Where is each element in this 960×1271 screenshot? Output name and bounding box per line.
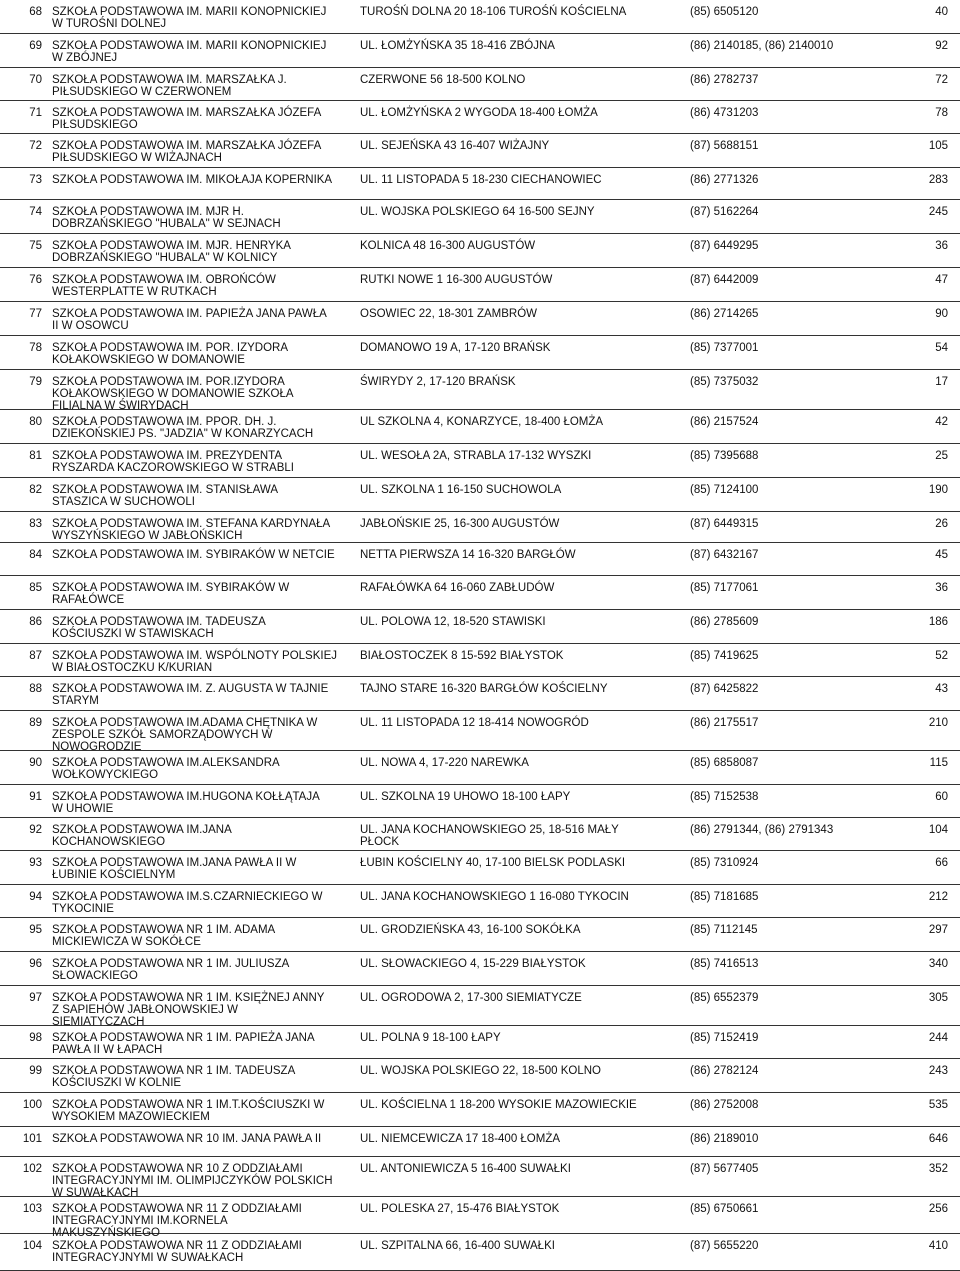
school-address: UL. OGRODOWA 2, 17-300 SIEMIATYCZE <box>360 992 582 1004</box>
school-address: UL. ANTONIEWICZA 5 16-400 SUWAŁKI <box>360 1163 571 1175</box>
school-address: UL. SŁOWACKIEGO 4, 15-229 BIAŁYSTOK <box>360 958 586 970</box>
row-number: 71 <box>29 107 42 119</box>
school-name: SZKOŁA PODSTAWOWA IM. MARII KONOPNICKIEJ W ZBÓJNEJ <box>52 40 327 64</box>
school-name: SZKOŁA PODSTAWOWA IM. PREZYDENTA RYSZARDA KACZOROWSKIEGO W STRABLI <box>52 450 294 474</box>
student-count: 535 <box>928 1099 948 1111</box>
school-name: SZKOŁA PODSTAWOWA IM. POR.IZYDORA KOŁAKOWSKIEGO W DOMANOWIE SZKOŁA FILIALNA W ŚWIRYDACH <box>52 376 294 412</box>
table-row <box>0 610 960 644</box>
table-row <box>0 785 960 818</box>
school-address: BIAŁOSTOCZEK 8 15-592 BIAŁYSTOK <box>360 650 564 662</box>
school-name: SZKOŁA PODSTAWOWA NR 1 IM. ADAMA MICKIEWICZA W SOKÓŁCE <box>52 924 276 948</box>
school-address: UL. SZKOLNA 19 UHOWO 18-100 ŁAPY <box>360 791 571 803</box>
student-count: 36 <box>935 240 948 252</box>
school-address: UL. WESOŁA 2A, STRABLA 17-132 WYSZKI <box>360 450 592 462</box>
row-number: 80 <box>29 416 42 428</box>
school-phone: (85) 7181685 <box>690 891 759 903</box>
school-phone: (85) 7152419 <box>690 1032 759 1044</box>
school-name: SZKOŁA PODSTAWOWA IM. OBROŃCÓW WESTERPLATTE W RUTKACH <box>52 274 276 298</box>
school-address: OSOWIEC 22, 18-301 ZAMBRÓW <box>360 308 538 320</box>
school-name: SZKOŁA PODSTAWOWA IM. MARSZAŁKA J. PIŁSUDSKIEGO W CZERWONEM <box>52 74 287 98</box>
school-address: UL. WOJSKA POLSKIEGO 22, 18-500 KOLNO <box>360 1065 601 1077</box>
school-phone: (86) 2785609 <box>690 616 759 628</box>
row-number: 76 <box>29 274 42 286</box>
table-row <box>0 101 960 134</box>
table-row <box>0 444 960 478</box>
table-row <box>0 1026 960 1059</box>
student-count: 305 <box>928 992 948 1004</box>
school-address: UL. POLOWA 12, 18-520 STAWISKI <box>360 616 546 628</box>
student-count: 104 <box>928 824 948 836</box>
table-row <box>0 1059 960 1093</box>
school-phone: (85) 7310924 <box>690 857 759 869</box>
school-address: UL. SZKOLNA 1 16-150 SUCHOWOLA <box>360 484 562 496</box>
school-name: SZKOŁA PODSTAWOWA IM. MARII KONOPNICKIEJ W TUROŚNI DOLNEJ <box>52 6 327 30</box>
school-name: SZKOŁA PODSTAWOWA NR 10 Z ODDZIAŁAMI INTEGRACYJNYMI IM. OLIMPIJCZYKÓW POLSKICH W SUWAŁKACH <box>52 1163 333 1199</box>
student-count: 60 <box>935 791 948 803</box>
school-phone: (85) 7416513 <box>690 958 759 970</box>
school-phone: (87) 6449315 <box>690 518 759 530</box>
school-address: UL SZKOLNA 4, KONARZYCE, 18-400 ŁOMŻA <box>360 416 604 428</box>
school-address: UL. WOJSKA POLSKIEGO 64 16-500 SEJNY <box>360 206 595 218</box>
school-name: SZKOŁA PODSTAWOWA IM. PAPIEŻA JANA PAWŁA II W OSOWCU <box>52 308 327 332</box>
table-row <box>0 200 960 234</box>
school-address: UL. POLESKA 27, 15-476 BIAŁYSTOK <box>360 1203 560 1215</box>
student-count: 190 <box>928 484 948 496</box>
school-name: SZKOŁA PODSTAWOWA NR 1 IM.T.KOŚCIUSZKI W WYSOKIEM MAZOWIECKIEM <box>52 1099 325 1123</box>
student-count: 283 <box>928 174 948 186</box>
row-number: 102 <box>22 1163 42 1175</box>
row-number: 89 <box>29 717 42 729</box>
table-row <box>0 34 960 68</box>
row-number: 70 <box>29 74 42 86</box>
school-name: SZKOŁA PODSTAWOWA NR 1 IM. TADEUSZA KOŚCIUSZKI W KOLNIE <box>52 1065 296 1089</box>
school-address: ŁUBIN KOŚCIELNY 40, 17-100 BIELSK PODLASKI <box>360 857 626 869</box>
school-name: SZKOŁA PODSTAWOWA IM.ADAMA CHĘTNIKA W ZESPOLE SZKÓŁ SAMORZĄDOWYCH W NOWOGRODZIE <box>52 717 318 753</box>
row-number: 98 <box>29 1032 42 1044</box>
student-count: 36 <box>935 582 948 594</box>
school-phone: (86) 2189010 <box>690 1133 759 1145</box>
row-number: 97 <box>29 992 42 1004</box>
table-row <box>0 478 960 512</box>
school-name: SZKOŁA PODSTAWOWA NR 11 Z ODDZIAŁAMI INTEGRACYJNYMI W SUWAŁKACH <box>52 1240 302 1264</box>
student-count: 210 <box>928 717 948 729</box>
row-number: 69 <box>29 40 42 52</box>
school-name: SZKOŁA PODSTAWOWA IM. STEFANA KARDYNAŁA WYSZYŃSKIEGO W JABŁOŃSKICH <box>52 518 331 542</box>
school-phone: (86) 2175517 <box>690 717 759 729</box>
school-address: JABŁOŃSKIE 25, 16-300 AUGUSTÓW <box>360 518 560 530</box>
table-row <box>0 711 960 751</box>
school-phone: (86) 4731203 <box>690 107 759 119</box>
school-address: UL. NIEMCEWICZA 17 18-400 ŁOMŻA <box>360 1133 561 1145</box>
school-address: UL. SEJEŃSKA 43 16-407 WIŻAJNY <box>360 140 550 152</box>
row-number: 77 <box>29 308 42 320</box>
school-name: SZKOŁA PODSTAWOWA IM. Z. AUGUSTA W TAJNIE STARYM <box>52 683 329 707</box>
school-address: TAJNO STARE 16-320 BARGŁÓW KOŚCIELNY <box>360 683 608 695</box>
table-row <box>0 1127 960 1157</box>
row-number: 94 <box>29 891 42 903</box>
table-row <box>0 168 960 200</box>
school-address: UL. KOŚCIELNA 1 18-200 WYSOKIE MAZOWIECKIE <box>360 1099 637 1111</box>
student-count: 410 <box>928 1240 948 1252</box>
row-number: 104 <box>22 1240 42 1252</box>
student-count: 115 <box>929 757 948 769</box>
row-number: 84 <box>29 549 42 561</box>
school-name: SZKOŁA PODSTAWOWA NR 1 IM. KSIĘŻNEJ ANNY Z SAPIEHÓW JABŁONOWSKIEJ W SIEMIATYCZACH <box>52 992 325 1028</box>
table-row <box>0 68 960 101</box>
table-row <box>0 918 960 952</box>
school-name: SZKOŁA PODSTAWOWA IM. PPOR. DH. J. DZIEKOŃSKIEJ PS. "JADZIA" W KONARZYCACH <box>52 416 314 440</box>
school-phone: (86) 2752008 <box>690 1099 759 1111</box>
table-row <box>0 677 960 711</box>
school-address: UL. NOWA 4, 17-220 NAREWKA <box>360 757 529 769</box>
school-phone: (85) 7377001 <box>690 342 759 354</box>
school-name: SZKOŁA PODSTAWOWA IM. SYBIRAKÓW W RAFAŁÓWCE <box>52 582 290 606</box>
school-name: SZKOŁA PODSTAWOWA IM. MARSZAŁKA JÓZEFA PIŁSUDSKIEGO W WIŻAJNACH <box>52 140 322 164</box>
table-row <box>0 1234 960 1271</box>
student-count: 646 <box>928 1133 948 1145</box>
student-count: 72 <box>935 74 948 86</box>
student-count: 245 <box>928 206 948 218</box>
school-phone: (87) 5655220 <box>690 1240 759 1252</box>
school-name: SZKOŁA PODSTAWOWA IM.JANA PAWŁA II W ŁUBINIE KOŚCIELNYM <box>52 857 297 881</box>
table-row <box>0 1093 960 1127</box>
school-address: RUTKI NOWE 1 16-300 AUGUSTÓW <box>360 274 553 286</box>
school-name: SZKOŁA PODSTAWOWA IM. WSPÓLNOTY POLSKIEJ W BIAŁOSTOCZKU K/KURIAN <box>52 650 338 674</box>
row-number: 90 <box>29 757 42 769</box>
row-number: 99 <box>29 1065 42 1077</box>
table-row <box>0 885 960 918</box>
school-phone: (86) 2157524 <box>690 416 759 428</box>
student-count: 92 <box>935 40 948 52</box>
row-number: 87 <box>29 650 42 662</box>
row-number: 88 <box>29 683 42 695</box>
student-count: 17 <box>935 376 948 388</box>
table-row <box>0 1157 960 1197</box>
school-name: SZKOŁA PODSTAWOWA IM.ALEKSANDRA WOŁKOWYCKIEGO <box>52 757 280 781</box>
school-address: UL. JANA KOCHANOWSKIEGO 1 16-080 TYKOCIN <box>360 891 629 903</box>
table-row <box>0 751 960 785</box>
school-phone: (86) 2771326 <box>690 174 759 186</box>
school-name: SZKOŁA PODSTAWOWA IM. MJR H. DOBRZAŃSKIEGO "HUBALA" W SEJNACH <box>52 206 281 230</box>
school-name: SZKOŁA PODSTAWOWA NR 11 Z ODDZIAŁAMI INTEGRACYJNYMI IM.KORNELA MAKUSZYŃSKIEGO <box>52 1203 302 1239</box>
school-address: UL. ŁOMŻYŃSKA 2 WYGODA 18-400 ŁOMŻA <box>360 107 598 119</box>
student-count: 186 <box>928 616 948 628</box>
student-count: 42 <box>935 416 948 428</box>
school-phone: (86) 2140185, (86) 2140010 <box>690 40 834 52</box>
row-number: 73 <box>29 174 42 186</box>
row-number: 83 <box>29 518 42 530</box>
school-name: SZKOŁA PODSTAWOWA IM. SYBIRAKÓW W NETCIE <box>52 549 335 561</box>
school-name: SZKOŁA PODSTAWOWA IM. POR. IZYDORA KOŁAKOWSKIEGO W DOMANOWIE <box>52 342 288 366</box>
school-phone: (87) 6432167 <box>690 549 759 561</box>
school-address: TUROŚŃ DOLNA 20 18-106 TUROŚŃ KOŚCIELNA <box>360 6 627 18</box>
row-number: 75 <box>29 240 42 252</box>
student-count: 105 <box>928 140 948 152</box>
school-address: DOMANOWO 19 A, 17-120 BRAŃSK <box>360 342 551 354</box>
school-name: SZKOŁA PODSTAWOWA NR 10 IM. JANA PAWŁA II <box>52 1133 322 1145</box>
school-address: CZERWONE 56 18-500 KOLNO <box>360 74 526 86</box>
table-row <box>0 576 960 610</box>
school-phone: (85) 7395688 <box>690 450 759 462</box>
table-row <box>0 134 960 168</box>
row-number: 79 <box>29 376 42 388</box>
school-phone: (85) 7124100 <box>690 484 759 496</box>
school-address: UL. ŁOMŻYŃSKA 35 18-416 ZBÓJNA <box>360 40 555 52</box>
student-count: 26 <box>935 518 948 530</box>
school-phone: (86) 2714265 <box>690 308 759 320</box>
table-row <box>0 851 960 885</box>
student-count: 340 <box>928 958 948 970</box>
table-row <box>0 268 960 302</box>
table-row <box>0 302 960 336</box>
school-name: SZKOŁA PODSTAWOWA NR 1 IM. PAPIEŻA JANA PAWŁA II W ŁAPACH <box>52 1032 315 1056</box>
row-number: 68 <box>29 6 42 18</box>
table-row <box>0 1197 960 1239</box>
school-address: RAFAŁÓWKA 64 16-060 ZABŁUDÓW <box>360 582 555 594</box>
table-row <box>0 543 960 576</box>
row-number: 81 <box>29 450 42 462</box>
row-number: 86 <box>29 616 42 628</box>
school-phone: (86) 2791344, (86) 2791343 <box>690 824 834 836</box>
school-phone: (86) 2782124 <box>690 1065 759 1077</box>
student-count: 66 <box>935 857 948 869</box>
school-address: UL. 11 LISTOPADA 12 18-414 NOWOGRÓD <box>360 717 589 729</box>
row-number: 100 <box>22 1099 42 1111</box>
school-phone: (85) 6858087 <box>690 757 759 769</box>
student-count: 52 <box>935 650 948 662</box>
school-phone: (86) 2782737 <box>690 74 759 86</box>
row-number: 92 <box>29 824 42 836</box>
school-name: SZKOŁA PODSTAWOWA IM. STANISŁAWA STASZICA W SUCHOWOLI <box>52 484 278 508</box>
school-name: SZKOŁA PODSTAWOWA NR 1 IM. JULIUSZA SŁOWACKIEGO <box>52 958 290 982</box>
student-count: 43 <box>935 683 948 695</box>
table-row <box>0 818 960 851</box>
student-count: 45 <box>935 549 948 561</box>
school-phone: (87) 5162264 <box>690 206 759 218</box>
school-address: ŚWIRYDY 2, 17-120 BRAŃSK <box>360 376 516 388</box>
student-count: 244 <box>928 1032 948 1044</box>
student-count: 297 <box>928 924 948 936</box>
row-number: 85 <box>29 582 42 594</box>
school-address: UL. SZPITALNA 66, 16-400 SUWAŁKI <box>360 1240 555 1252</box>
student-count: 40 <box>935 6 948 18</box>
row-number: 91 <box>29 791 42 803</box>
school-address: UL. GRODZIEŃSKA 43, 16-100 SOKÓŁKA <box>360 924 581 936</box>
school-phone: (87) 6442009 <box>690 274 759 286</box>
row-number: 96 <box>29 958 42 970</box>
row-number: 72 <box>29 140 42 152</box>
table-row <box>0 234 960 268</box>
student-count: 90 <box>935 308 948 320</box>
student-count: 54 <box>935 342 948 354</box>
school-phone: (87) 5677405 <box>690 1163 759 1175</box>
row-number: 103 <box>22 1203 42 1215</box>
table-row <box>0 370 960 410</box>
school-phone: (87) 6449295 <box>690 240 759 252</box>
school-phone: (85) 6505120 <box>690 6 759 18</box>
student-count: 212 <box>928 891 948 903</box>
student-count: 256 <box>928 1203 948 1215</box>
table-row <box>0 952 960 986</box>
school-phone: (87) 6425822 <box>690 683 759 695</box>
table-row <box>0 644 960 677</box>
row-number: 74 <box>29 206 42 218</box>
table-row <box>0 410 960 444</box>
table-row <box>0 986 960 1026</box>
school-phone: (85) 7177061 <box>690 582 759 594</box>
school-name: SZKOŁA PODSTAWOWA IM.S.CZARNIECKIEGO W TYKOCINIE <box>52 891 323 915</box>
table-row <box>0 0 960 34</box>
school-address: UL. JANA KOCHANOWSKIEGO 25, 18-516 MAŁY PŁOCK <box>360 824 619 848</box>
school-name: SZKOŁA PODSTAWOWA IM.HUGONA KOŁŁĄTAJA W UHOWIE <box>52 791 320 815</box>
row-number: 78 <box>29 342 42 354</box>
school-phone: (85) 6552379 <box>690 992 759 1004</box>
student-count: 78 <box>935 107 948 119</box>
table-row <box>0 336 960 370</box>
row-number: 82 <box>29 484 42 496</box>
row-number: 93 <box>29 857 42 869</box>
school-phone: (87) 5688151 <box>690 140 759 152</box>
school-phone: (85) 7419625 <box>690 650 759 662</box>
school-address: UL. POLNA 9 18-100 ŁAPY <box>360 1032 501 1044</box>
table-row <box>0 512 960 543</box>
school-name: SZKOŁA PODSTAWOWA IM. MJR. HENRYKA DOBRZAŃSKIEGO "HUBALA" W KOLNICY <box>52 240 291 264</box>
student-count: 25 <box>935 450 948 462</box>
school-name: SZKOŁA PODSTAWOWA IM. TADEUSZA KOŚCIUSZKI W STAWISKACH <box>52 616 266 640</box>
school-name: SZKOŁA PODSTAWOWA IM. MIKOŁAJA KOPERNIKA <box>52 174 333 186</box>
student-count: 47 <box>935 274 948 286</box>
school-phone: (85) 7375032 <box>690 376 759 388</box>
school-address: KOLNICA 48 16-300 AUGUSTÓW <box>360 240 536 252</box>
student-count: 243 <box>928 1065 948 1077</box>
school-name: SZKOŁA PODSTAWOWA IM. MARSZAŁKA JÓZEFA PIŁSUDSKIEGO <box>52 107 322 131</box>
school-address: UL. 11 LISTOPADA 5 18-230 CIECHANOWIEC <box>360 174 602 186</box>
school-phone: (85) 7112145 <box>690 924 758 936</box>
school-address: NETTA PIERWSZA 14 16-320 BARGŁÓW <box>360 549 576 561</box>
school-phone: (85) 6750661 <box>690 1203 759 1215</box>
row-number: 95 <box>29 924 42 936</box>
school-name: SZKOŁA PODSTAWOWA IM.JANA KOCHANOWSKIEGO <box>52 824 232 848</box>
row-number: 101 <box>22 1133 42 1145</box>
school-phone: (85) 7152538 <box>690 791 759 803</box>
student-count: 352 <box>928 1163 948 1175</box>
